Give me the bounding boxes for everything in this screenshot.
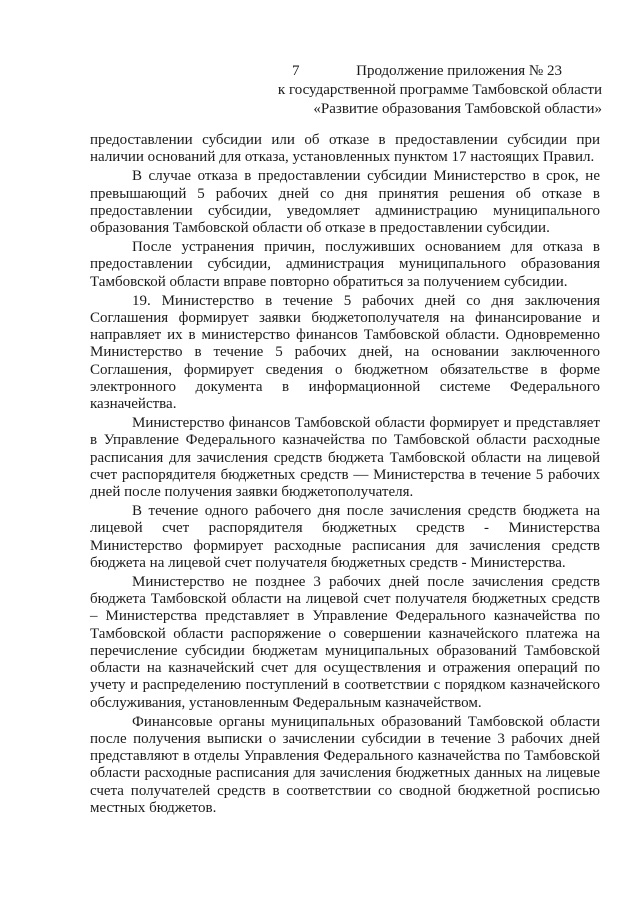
paragraph: В течение одного рабочего дня после зачисления средств бюджета на лицевой счет распорядителя бюджетных средств - Министерства Министерство формирует расходные расписания для зачисления средств бюджета на лицевой счет получателя бюджетных средств - Министерства. xyxy=(90,503,600,571)
program-reference: к государственной программе Тамбовской области xyxy=(277,82,602,98)
paragraph: 19. Министерство в течение 5 рабочих дней со дня заключения Соглашения формирует заявки бюджетополучателя на финансирование и направляет их в министерство финансов Тамбовской области. Одновременно Министерство в течение 5 рабочих дней, на основании заключенного Соглашения, формирует сведения о бюджетном обязательстве в форме электронного документа в информационной системе Федерального казначейства. xyxy=(90,292,600,413)
paragraph: После устранения причин, послуживших основанием для отказа в предоставлении субсидии, администрация муниципального образования Тамбовской области вправе повторно обратиться за получением субсидии. xyxy=(90,239,600,290)
program-title: «Развитие образования Тамбовской области» xyxy=(313,101,602,117)
paragraph: Финансовые органы муниципальных образований Тамбовской области после получения выписки о зачислении субсидии в течение 3 рабочих дней представляют в отделы Управления Федерального казначейства по Тамбовской области расходные расписания для зачисления бюджетных данных на лицевые счета получателей средств в соответствии со сводной бюджетной росписью местных бюджетов. xyxy=(90,713,600,816)
document-body xyxy=(90,132,600,819)
page-header xyxy=(230,62,602,119)
header-number-line xyxy=(230,62,602,81)
paragraph: предоставлении субсидии или об отказе в предоставлении субсидии при наличии оснований для отказа, установленных пунктом 17 настоящих Правил. xyxy=(90,132,600,166)
paragraph: Министерство финансов Тамбовской области формирует и представляет в Управление Федерального казначейства по Тамбовской области расходные расписания для зачисления средств бюджета Тамбовской области на лицевой счет распорядителя бюджетных средств — Министерства в течение 5 рабочих дней после получения заявки бюджетополучателя. xyxy=(90,415,600,501)
appendix-continuation: Продолжение приложения № 23 xyxy=(356,63,562,79)
page-number: 7 xyxy=(292,63,300,79)
paragraph: В случае отказа в предоставлении субсидии Министерство в срок, не превышающий 5 рабочих дней со дня принятия решения об отказе в предоставлении субсидии, уведомляет администрацию муниципального образования Тамбовской области об отказе в предоставлении субсидии. xyxy=(90,168,600,237)
paragraph: Министерство не позднее 3 рабочих дней после зачисления средств бюджета Тамбовской области на лицевой счет получателя бюджетных средств – Министерства представляет в Управление Федерального казначейства по Тамбовской области распоряжение о совершении казначейского платежа на перечисление субсидии бюджетам муниципальных образований Тамбовской области на казначейский счет для осуществления и отражения операций по учету и распределению поступлений в соответствии с порядком казначейского обслуживания, установленным Федеральным казначейством. xyxy=(90,574,600,711)
